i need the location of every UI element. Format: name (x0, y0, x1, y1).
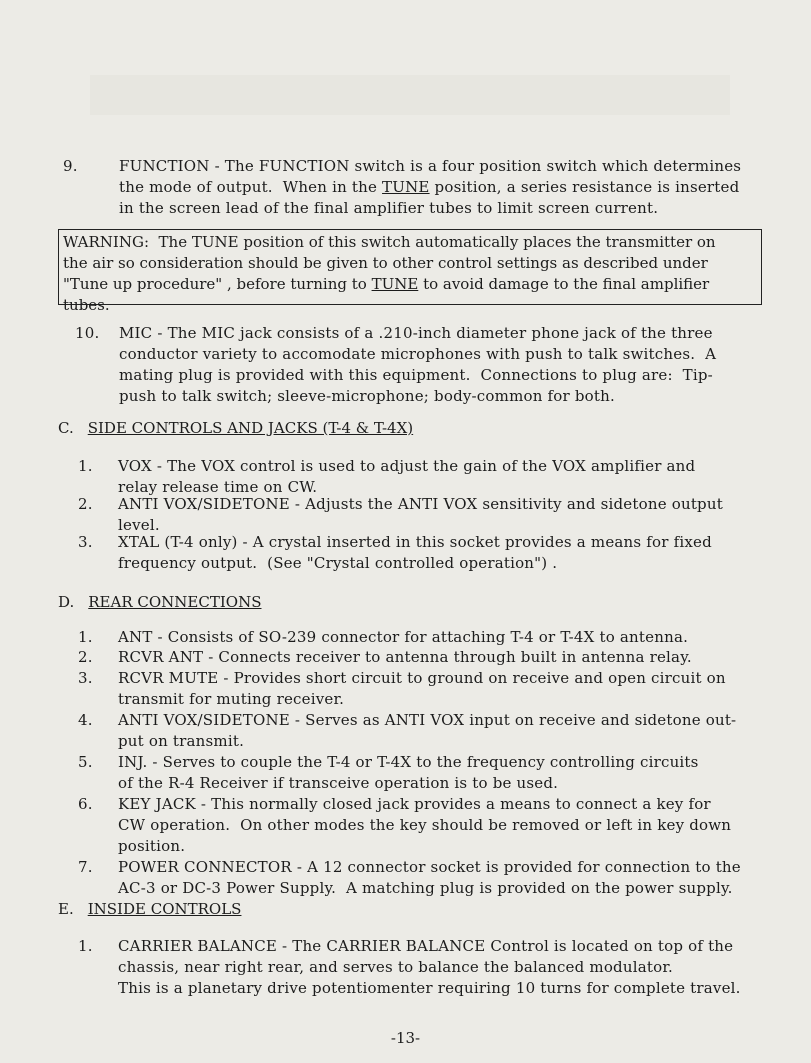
item-text (118, 794, 731, 857)
underlined-term: TUNE (371, 275, 419, 293)
item-text (118, 647, 692, 668)
text-line: KEY JACK - This normally closed jack provides a means to connect a key for (118, 795, 711, 813)
text-line: position. (118, 837, 186, 855)
item-text (118, 710, 736, 752)
text-line: the air so consideration should be given to other control settings as described under (63, 254, 708, 272)
text-line: push to talk switch; sleeve-microphone; body-common for both. (119, 387, 615, 405)
text-line: FUNCTION - The FUNCTION switch is a four position switch which determines (119, 157, 742, 175)
item-text (118, 456, 695, 498)
section-title: SIDE CONTROLS AND JACKS (T-4 & T-4X) (87, 419, 414, 437)
section-heading (58, 592, 261, 613)
item-9-text (119, 156, 741, 219)
text-line: RCVR MUTE - Provides short circuit to ground on receive and open circuit on (118, 669, 726, 687)
text-line: VOX - The VOX control is used to adjust the gain of the VOX amplifier and (118, 457, 696, 475)
item-number: 5. (78, 753, 93, 771)
item-number: 10. (75, 324, 100, 342)
section-title: REAR CONNECTIONS (88, 593, 262, 611)
text-line: ANT - Consists of SO-239 connector for attaching T-4 or T-4X to antenna. (118, 628, 689, 646)
item-number: 9. (63, 157, 78, 175)
text-line: the mode of output. When in the TUNE position, a series resistance is inserted (119, 178, 740, 196)
section-heading (58, 899, 241, 920)
item-number: 4. (78, 711, 93, 729)
item-text (118, 627, 688, 648)
text-line: tubes. (63, 296, 110, 314)
text-line: frequency output. (See "Crystal controlled operation") . (118, 554, 558, 572)
item-text (118, 752, 699, 794)
item-number: 3. (78, 669, 93, 687)
text-line: POWER CONNECTOR - A 12 connector socket is provided for connection to the (118, 858, 741, 876)
item-number: 1. (78, 937, 93, 955)
item-text (118, 494, 723, 536)
item-number: 7. (78, 858, 93, 876)
item-number: 1. (78, 457, 93, 475)
bleed-through-band (90, 75, 730, 115)
text-line: "Tune up procedure" , before turning to TUNE to avoid damage to the final amplifier (63, 275, 710, 293)
text-line: AC-3 or DC-3 Power Supply. A matching plug is provided on the power supply. (118, 879, 733, 897)
section-letter: C. (58, 419, 74, 437)
item-10-text (119, 323, 716, 407)
item-text (118, 668, 726, 710)
text-line: This is a planetary drive potentiomenter requiring 10 turns for complete travel. (118, 979, 741, 997)
section-heading (58, 418, 413, 439)
text-line: level. (118, 516, 160, 534)
item-number: 6. (78, 795, 93, 813)
text-line: ANTI VOX/SIDETONE - Serves as ANTI VOX input on receive and sidetone out- (118, 711, 737, 729)
item-text (118, 532, 712, 574)
section-letter: E. (58, 900, 74, 918)
page-number: -13- (390, 1029, 421, 1047)
text-line: in the screen lead of the final amplifier tubes to limit screen current. (119, 199, 659, 217)
item-number: 2. (78, 495, 93, 513)
text-line: mating plug is provided with this equipment. Connections to plug are: Tip- (119, 366, 713, 384)
text-line: of the R-4 Receiver if transceive operation is to be used. (118, 774, 559, 792)
text-line: INJ. - Serves to couple the T-4 or T-4X to the frequency controlling circuits (118, 753, 699, 771)
text-line: transmit for muting receiver. (118, 690, 345, 708)
item-text (118, 936, 741, 999)
text-line: CW operation. On other modes the key should be removed or left in key down (118, 816, 732, 834)
text-line: ANTI VOX/SIDETONE - Adjusts the ANTI VOX sensitivity and sidetone output (118, 495, 723, 513)
item-number: 1. (78, 628, 93, 646)
text-line: WARNING: The TUNE position of this switch automatically places the transmitter on (63, 233, 716, 251)
item-number: 3. (78, 533, 93, 551)
text-line: MIC - The MIC jack consists of a .210-inch diameter phone jack of the three (119, 324, 713, 342)
text-line: put on transmit. (118, 732, 245, 750)
text-line: relay release time on CW. (118, 478, 318, 496)
text-line: CARRIER BALANCE - The CARRIER BALANCE Control is located on top of the (118, 937, 734, 955)
section-title: INSIDE CONTROLS (87, 900, 242, 918)
warning-box (58, 229, 762, 314)
underlined-term: TUNE (382, 178, 430, 196)
text-line: XTAL (T-4 only) - A crystal inserted in this socket provides a means for fixed (118, 533, 712, 551)
section-letter: D. (58, 593, 75, 611)
text-line: chassis, near right rear, and serves to balance the balanced modulator. (118, 958, 674, 976)
text-line: RCVR ANT - Connects receiver to antenna through built in antenna relay. (118, 648, 692, 666)
item-number: 2. (78, 648, 93, 666)
item-text (118, 857, 741, 899)
text-line: conductor variety to accomodate microphones with push to talk switches. A (119, 345, 717, 363)
